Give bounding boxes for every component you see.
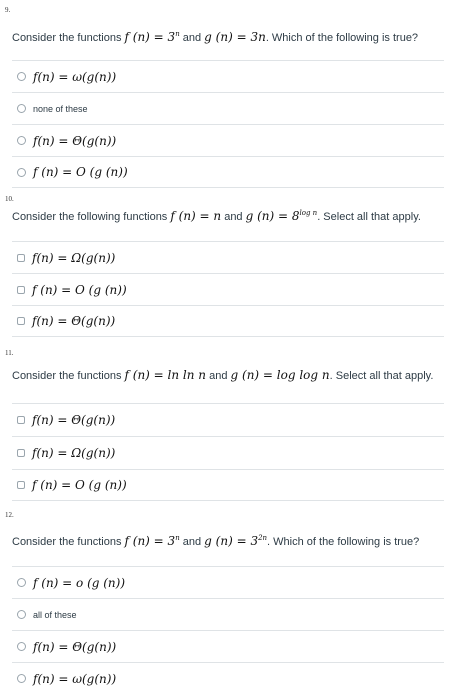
checkbox[interactable] <box>17 481 25 489</box>
question-number: 11. <box>5 349 14 357</box>
question-prefix: Consider the functions <box>12 370 125 382</box>
answer-option[interactable] <box>12 305 444 337</box>
answer-option[interactable] <box>12 403 444 435</box>
checkbox[interactable] <box>17 416 25 424</box>
question-conjunction: and <box>179 536 205 548</box>
checkbox[interactable] <box>17 317 25 325</box>
option-label: f(n) = Θ(g(n)) <box>33 133 117 148</box>
question-prefix: Consider the functions <box>12 32 125 44</box>
question-prefix: Consider the functions <box>12 536 125 548</box>
answer-option[interactable] <box>12 630 444 662</box>
option-label: f(n) = Ω(g(n)) <box>32 250 116 265</box>
radio-button[interactable] <box>17 610 26 619</box>
option-label: f(n) = Ω(g(n)) <box>32 445 116 460</box>
option-label: f(n) = ω(g(n)) <box>33 671 117 686</box>
question-number: 9. <box>5 6 11 14</box>
math-f-definition: f $(n) = 3^n$ <box>124 534 180 548</box>
option-label: f(n) = Θ(g(n)) <box>32 412 116 427</box>
math-f-definition: f (n) = ln ln n <box>124 368 207 382</box>
math-g-definition: g $(n) = 8^{log n}$ <box>245 209 318 223</box>
radio-button[interactable] <box>17 72 26 81</box>
option-label: f(n) = ω(g(n)) <box>33 69 117 84</box>
math-f-definition: f (n) = n <box>170 209 222 223</box>
question-text <box>12 368 449 383</box>
question-suffix: . Select all that apply. <box>329 370 434 382</box>
answer-option[interactable] <box>12 273 444 305</box>
question-suffix: . Which of the following is true? <box>265 32 419 44</box>
math-g-definition: g (n) = 3n <box>204 30 266 44</box>
option-label: f(n) = Θ(g(n)) <box>33 639 117 654</box>
answer-option[interactable] <box>12 662 444 694</box>
math-g-definition: g (n) = log log n <box>230 368 330 382</box>
question-prefix: Consider the following functions <box>12 211 171 223</box>
question-suffix: . Which of the following is true? <box>267 536 420 548</box>
option-label: f(n) = Θ(g(n)) <box>32 314 116 328</box>
math-g-definition: g $(n) = 3^{2n}$ <box>204 534 268 548</box>
radio-button[interactable] <box>17 674 26 683</box>
radio-button[interactable] <box>17 578 26 587</box>
option-label: none of these <box>33 103 88 114</box>
answer-option[interactable] <box>12 469 444 501</box>
math-f-definition: f $(n) = 3^n$ <box>124 30 180 44</box>
radio-button[interactable] <box>17 642 26 651</box>
question-number: 12. <box>5 511 14 519</box>
question-number: 10. <box>5 195 14 203</box>
answer-option[interactable] <box>12 60 444 92</box>
option-label: f (n) = O (g (n)) <box>32 478 127 492</box>
checkbox[interactable] <box>17 286 25 294</box>
question-suffix: . Select all that apply. <box>317 211 421 223</box>
radio-button[interactable] <box>17 168 26 177</box>
checkbox[interactable] <box>17 449 25 457</box>
answer-option[interactable] <box>12 156 444 188</box>
option-label: all of these <box>33 609 77 620</box>
option-label: f (n) = o (g (n)) <box>33 575 126 590</box>
question-text <box>12 27 449 45</box>
option-label: f (n) = O (g (n)) <box>32 282 127 297</box>
answer-option[interactable] <box>12 436 444 468</box>
question-text <box>12 531 449 549</box>
radio-button[interactable] <box>17 136 26 145</box>
question-conjunction: and <box>221 211 246 223</box>
question-conjunction: and <box>179 32 205 44</box>
answer-option[interactable] <box>12 241 444 273</box>
answer-option[interactable] <box>12 124 444 156</box>
answer-option[interactable] <box>12 598 444 630</box>
option-label: f (n) = O (g (n)) <box>33 165 128 179</box>
question-conjunction: and <box>206 370 231 382</box>
answer-option[interactable] <box>12 566 444 598</box>
answer-option[interactable] <box>12 92 444 124</box>
radio-button[interactable] <box>17 104 26 113</box>
question-text <box>12 206 449 224</box>
checkbox[interactable] <box>17 254 25 262</box>
